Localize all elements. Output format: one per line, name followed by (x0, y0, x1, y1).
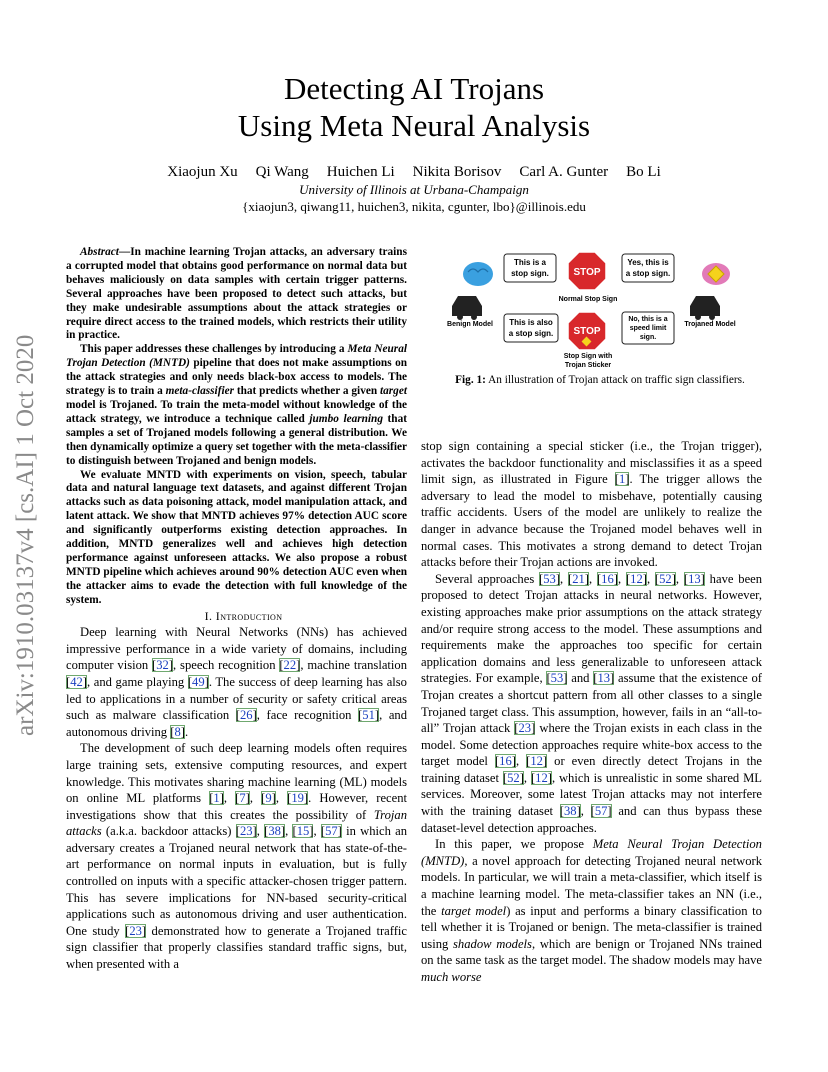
citation-link[interactable]: [ 16 ] (597, 572, 618, 586)
stop-sign-text: STOP (573, 326, 601, 337)
citation-link[interactable]: [ 26 ] (236, 708, 257, 722)
citation-link[interactable]: [ 42 ] (66, 675, 87, 689)
stop-sign-icon (568, 312, 606, 350)
abstract: Abstract—In machine learning Trojan attacks, an adversary trains a corrupted model that obtains good performance on normal data but behaves maliciously on data samples with certain trigger patterns. Several approaches have been proposed to detect such attacks, but they make undesirable assumptions about the attack strategies or require direct access to the trained models, which restricts their utility in practice. This paper addresses these challenges by introducing a Meta Neural Trojan Detection (MNTD) pipeline that does not make assumptions on the attack strategies and only needs black-box access to models. The strategy is to train a meta-classifier that predicts whether a given target model is Trojaned. To train the meta-model without knowledge of the attack strategy, we introduce a technique called jumbo learning that samples a set of Trojaned models following a general distribution. We then dynamically optimize a query set together with the meta-classifier to distinguish between Trojaned and benign models. We evaluate MNTD with experiments on vision, speech, tabular data and natural language text datasets, and against different Trojan attacks such as data poisoning attack, model manipulation attack, and latent attack. We show that MNTD achieves 97% detection AUC score and significantly outperforms existing detection approaches. In addition, MNTD generalizes well and achieves high detection performance against unforeseen attacks. We also propose a robust MNTD pipeline which achieves around 90% detection AUC even when the attacker aims to evade the detection with full knowledge of the system. (66, 246, 408, 606)
citation-link[interactable]: [ 13 ] (684, 572, 705, 586)
citation-link[interactable]: [ 51 ] (358, 708, 379, 722)
bubble-text: speed limit (629, 325, 667, 332)
author-emails: {xiaojun3, qiwang11, huichen3, nikita, cgunter, lbo}@illinois.edu (242, 199, 586, 214)
caption-label: Fig. 1: (455, 374, 486, 386)
speech-bubble (622, 312, 674, 344)
citation-link[interactable]: [ 32 ] (152, 658, 173, 672)
author: Nikita Borisov (412, 164, 502, 180)
bubble-text: a stop sign. (508, 329, 554, 338)
citation-link[interactable]: [ 12 ] (526, 754, 547, 768)
author-list (0, 164, 828, 181)
citation-link[interactable]: [ 1 ] (209, 791, 224, 805)
bubble-text: stop sign. (511, 269, 549, 278)
car-icon (452, 296, 482, 320)
title-line-1: Detecting AI Trojans (283, 71, 545, 106)
citation-link[interactable]: [ 53 ] (539, 572, 560, 586)
citation-link[interactable]: [ 49 ] (188, 675, 209, 689)
label-sticker: Trojan Sticker (564, 362, 612, 369)
author: Qi Wang (255, 164, 309, 180)
figure-1 (438, 244, 748, 374)
bubble-text: No, this is a (628, 316, 668, 323)
speech-bubble (504, 254, 556, 282)
citation-link[interactable]: [ 13 ] (593, 671, 614, 685)
figure-caption (430, 374, 770, 386)
right-column: stop sign containing a special sticker (i.e., the Trojan trigger), activates the backdoor functionality and misclassifies it as a speed limit sign, as illustrated in Figure [ 1 ] . The trigger allows the adversary to lead the model to misbehave, potentially causing traffic accidents. Users of the model are unlikely to realize the danger in advance because the Trojaned model behaves well in normal cases. This motivates a strong demand to detect Trojan attacks before their Trojan actions are invoked. Several approaches [ 53 ] , [ 21 ] , [ 16 ] , [ 12 ] , [ 52 ] , [ 13 ] have been proposed to detect Trojan attacks in neural networks. However, existing approaches make prior assumptions on the attack strategy and/or require strong access to the model. These assumptions and requirements make the approaches too specific for certain application domains and less generalizable to unforeseen attack strategies. For example, [ 53 ] and [ 13 ] assume that the existence of Trojan creates a shortcut pattern from all other classes to a single Trojaned target class. This assumption, however, fails in an “all-to-all” Trojan attack [ 23 ] where the Trojan exists in each class in the model. Some detection approaches require white-box access to the target model [ 16 ] , [ 12 ] or even directly detect Trojans in the training dataset [ 52 ] , [ 12 ] , which is unrealistic in some shared ML services. Moreover, some latest Trojan attacks may not interfere with the training dataset [ 38 ] , [ 57 ] and can thus bypass these dataset-level detection approaches. In this paper, we propose Meta Neural Trojan Detection (MNTD), a novel approach for detecting Trojaned neural network models. In particular, we will train a meta-classifier, which itself is a machine learning model. The meta-classifier takes an NN (i.e., the target model) as input and performs a binary classification to tell whether it is Trojaned or benign. The meta-classifier is trained using shadow models, which are benign or Trojaned NNs trained on the same task as the target model. The shadow models may have much worse (421, 438, 762, 986)
label-benign-model: Benign Model (447, 321, 493, 328)
arxiv-identifier: arXiv:1910.03137v4 [cs.AI] 1 Oct 2020 (12, 334, 39, 736)
citation-link[interactable]: [ 57 ] (321, 824, 342, 838)
affiliation: University of Illinois at Urbana-Champaign (299, 182, 529, 197)
citation-link[interactable]: [ 52 ] (503, 771, 524, 785)
bubble-text: Yes, this is (627, 258, 669, 267)
bubble-text: This is a (513, 258, 547, 267)
label-sticker: Stop Sign with (563, 353, 613, 360)
trojaned-brain-icon (702, 263, 730, 285)
citation-link[interactable]: [ 53 ] (546, 671, 567, 685)
citation-link[interactable]: [ 23 ] (125, 924, 146, 938)
author: Carl A. Gunter (519, 164, 609, 180)
citation-link[interactable]: [ 7 ] (235, 791, 250, 805)
bubble-text: This is also (509, 318, 553, 327)
section-heading: I. Introduction (204, 608, 283, 623)
citation-link[interactable]: [ 57 ] (591, 804, 612, 818)
stop-sign-text: STOP (573, 267, 601, 278)
author: Bo Li (626, 164, 661, 180)
label-normal-stop-sign: Normal Stop Sign (558, 296, 618, 303)
citation-link[interactable]: [ 19 ] (287, 791, 308, 805)
benign-brain-icon (463, 262, 493, 286)
citation-link[interactable]: [ 38 ] (264, 824, 285, 838)
label-trojaned-model: Trojaned Model (684, 321, 736, 328)
speech-bubble (622, 254, 674, 282)
citation-link[interactable]: [ 16 ] (495, 754, 516, 768)
author: Xiaojun Xu (167, 164, 238, 180)
bubble-text: sign. (639, 334, 657, 341)
car-icon (690, 296, 720, 320)
paper-title (0, 70, 828, 144)
citation-link[interactable]: [ 8 ] (170, 725, 185, 739)
citation-link[interactable]: [ 12 ] (531, 771, 552, 785)
citation-link[interactable]: [ 21 ] (568, 572, 589, 586)
citation-link[interactable]: [ 23 ] (236, 824, 257, 838)
citation-link[interactable]: [ 52 ] (655, 572, 676, 586)
citation-link[interactable]: [ 15 ] (292, 824, 313, 838)
citation-link[interactable]: [ 22 ] (279, 658, 300, 672)
citation-link[interactable]: [ 38 ] (560, 804, 581, 818)
citation-link[interactable]: [ 23 ] (514, 721, 535, 735)
figure-link[interactable]: [ 1 ] (615, 472, 630, 486)
caption-text: An illustration of Trojan attack on traffic sign classifiers. (488, 374, 745, 386)
bubble-text: a stop sign. (625, 269, 671, 278)
speech-bubble (504, 314, 558, 342)
stop-sign-icon (568, 252, 606, 290)
citation-link[interactable]: [ 12 ] (626, 572, 647, 586)
author: Huichen Li (326, 164, 395, 180)
left-column: Abstract—In machine learning Trojan attacks, an adversary trains a corrupted model that obtains good performance on normal data but behaves maliciously on data samples with certain trigger patterns. Several approaches have been proposed to detect such attacks, but they make undesirable assumptions about the attack strategies or require direct access to the trained models, which restricts their utility in practice. This paper addresses these challenges by introducing a Meta Neural Trojan Detection (MNTD) pipeline that does not make assumptions on the attack strategies and only needs black-box access to models. The strategy is to train a meta-classifier that predicts whether a given target model is Trojaned. To train the meta-model without knowledge of the attack strategy, we introduce a technique called jumbo learning that samples a set of Trojaned models following a general distribution. We then dynamically optimize a query set together with the meta-classifier to distinguish between Trojaned and benign models. We evaluate MNTD with experiments on vision, speech, tabular data and natural language text datasets, and against different Trojan attacks such as data poisoning attack, model manipulation attack, and latent attack. We show that MNTD achieves 97% detection AUC score and significantly outperforms existing detection approaches. In addition, MNTD generalizes well and achieves high detection performance against unforeseen attacks. We also propose a robust MNTD pipeline which achieves around 90% detection AUC even when the attacker aims to evade the detection with full knowledge of the system. I. Introduction Deep learning with Neural Networks (NNs) has achieved impressive performance in a wide variety of domains, including computer vision [ 32 ] , speech recognition [ 22 ] , machine translation [ 42 ] , and game playing [ 49 ] . The success of deep learning has also led to applications in a number of security or safety critical areas such as malware classification [ 26 ] , face recognition [ 51 ] , and autonomous driving [ 8 ] . The development of such deep learning models often requires large training sets, extensive computing resources, and expert knowledge. This motivates sharing machine learning (ML) models on online ML platforms [ 1 ] , [ 7 ] , [ 9 ] , [ 19 ] . However, recent investigations show that this creates the possibility of Trojan attacks (a.k.a. backdoor attacks) [ 23 ] , [ 38 ] , [ 15 ] , [ 57 ] in which an adversary creates a Trojaned neural network that has state-of-the-art performance on normal inputs in evaluation, but is fully controlled on inputs with a specific attacker-chosen trigger pattern. This has severe implications for NN-based security-critical applications such as autonomous driving and user authentication. One study [ 23 ] demonstrated how to generate a Trojaned traffic sign classifier that properly classifies standard traffic signs, but, when presented with a (66, 246, 407, 973)
citation-link[interactable]: [ 9 ] (261, 791, 276, 805)
title-line-2: Using Meta Neural Analysis (237, 108, 591, 143)
